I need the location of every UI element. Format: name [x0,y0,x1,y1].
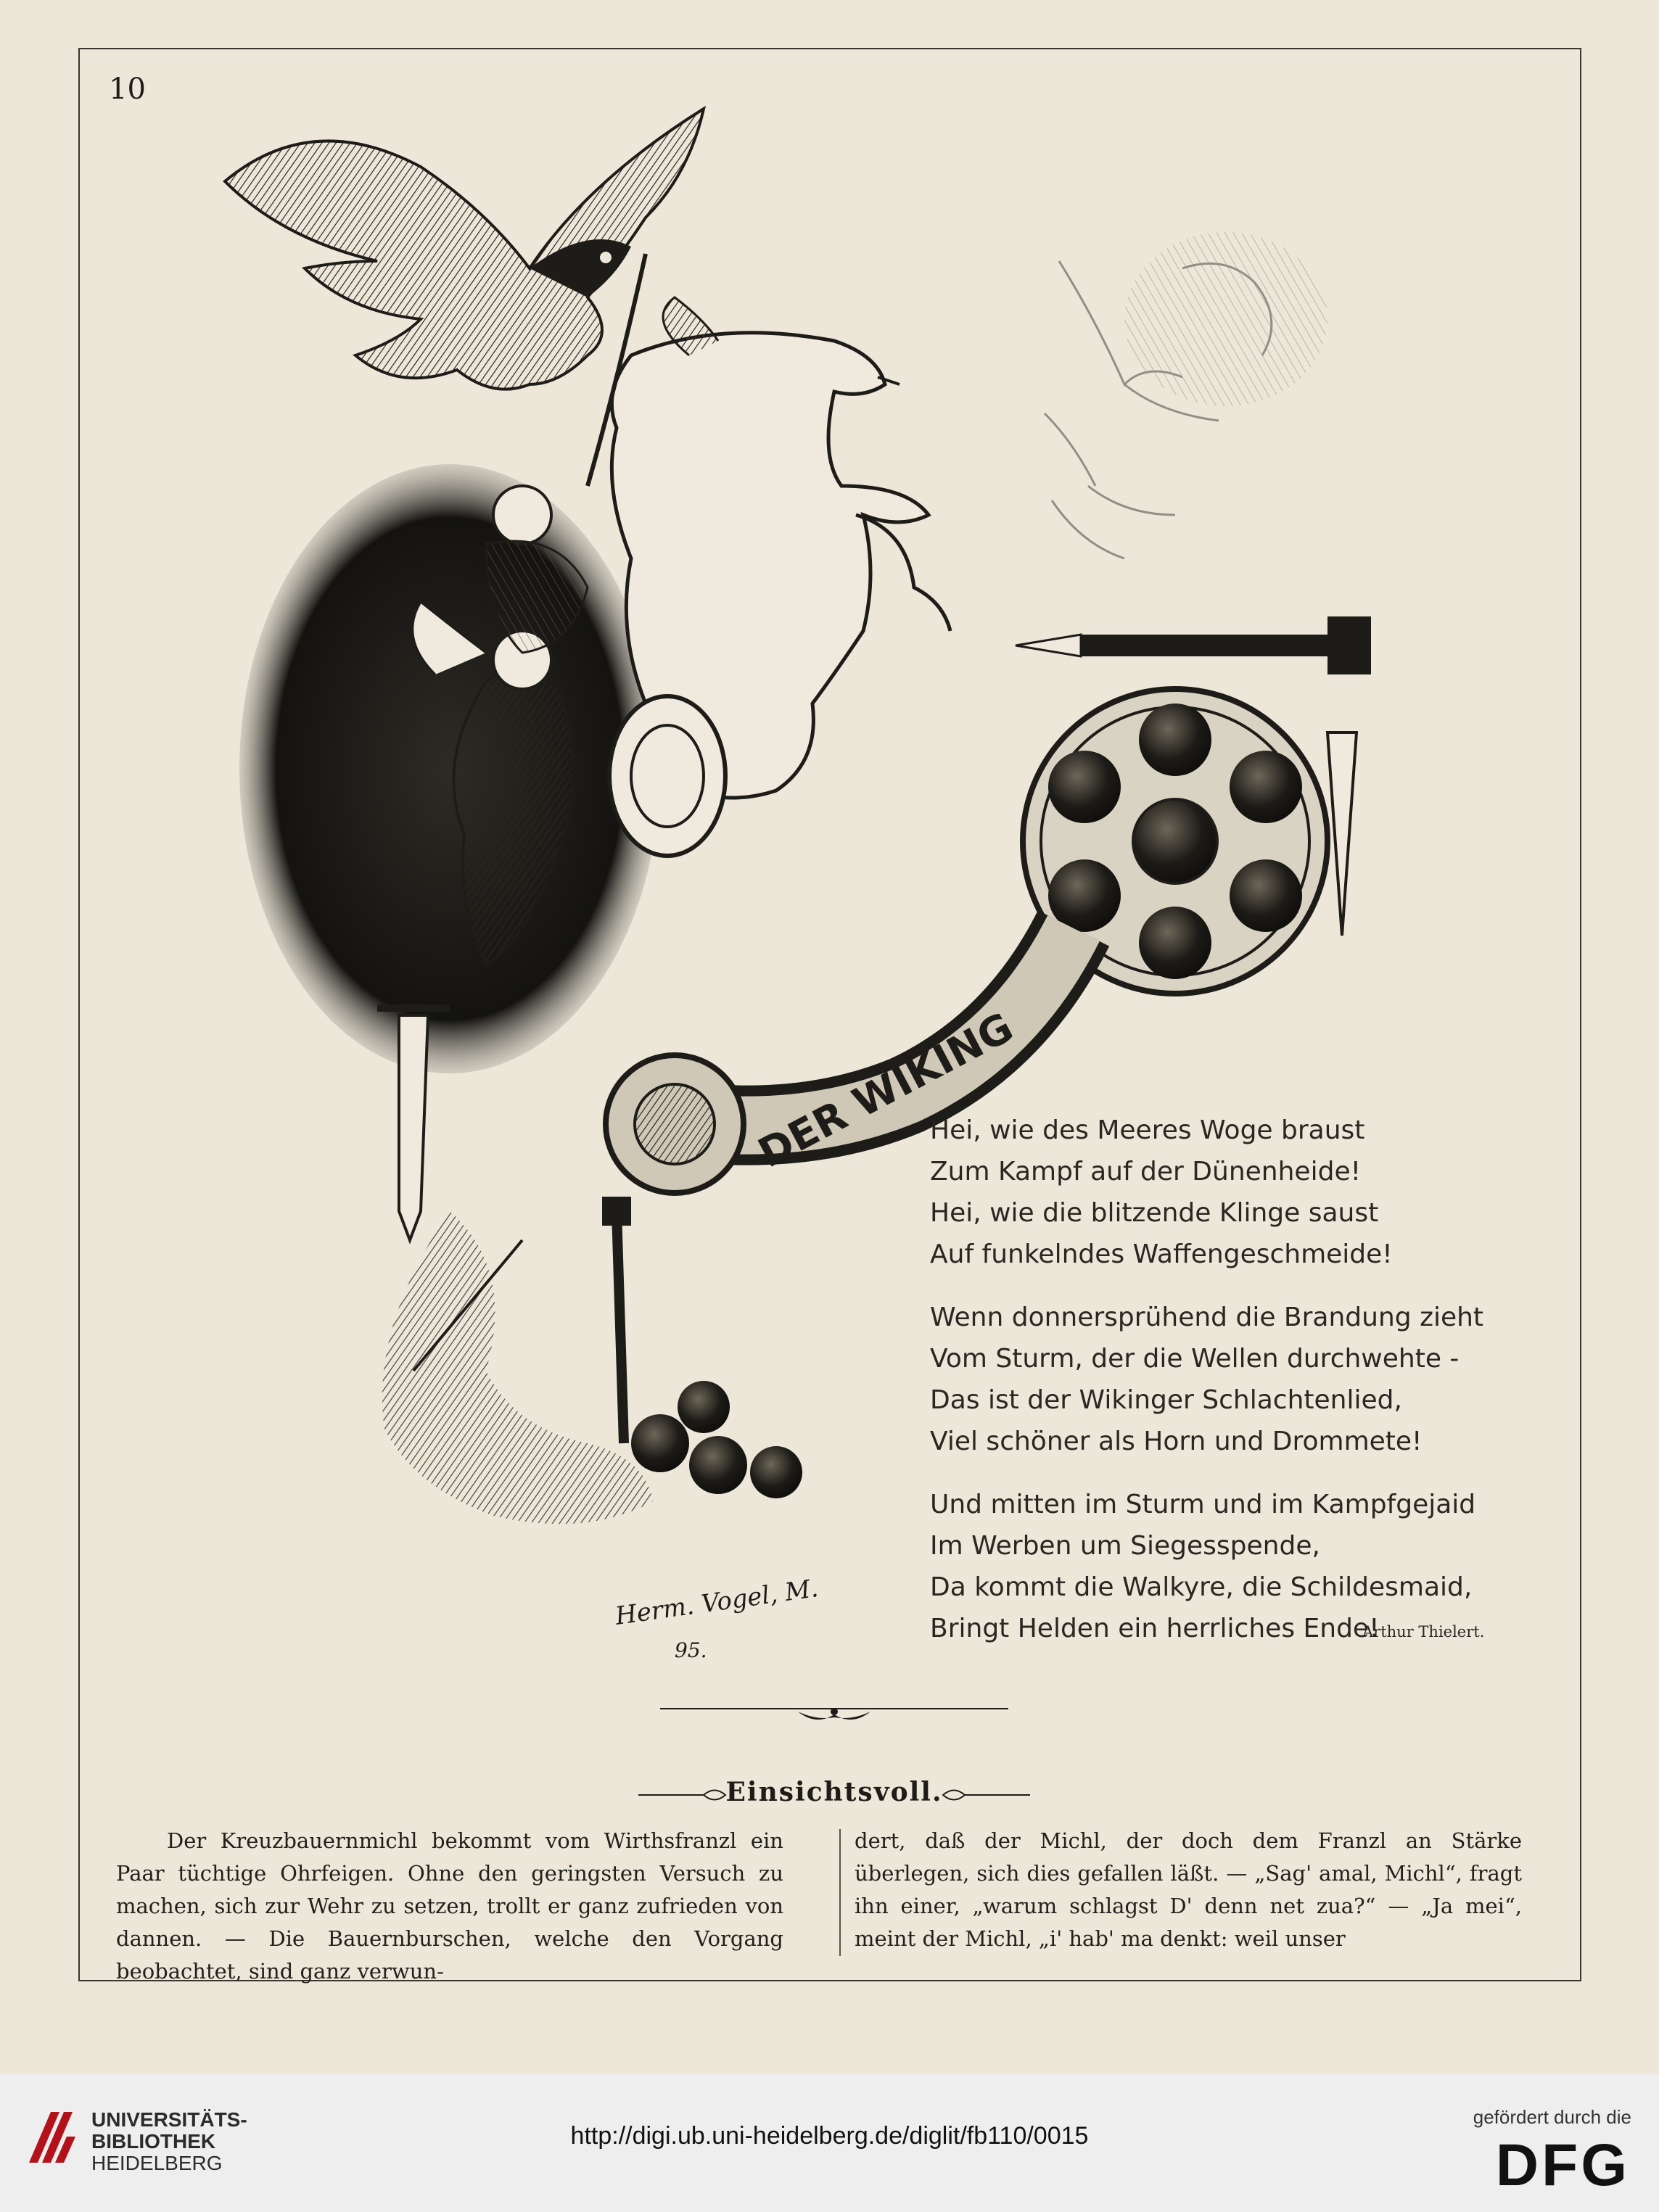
poem-line: Auf funkelndes Waffengeschmeide! [930,1239,1393,1269]
poem-line: Hei, wie die blitzende Klinge saust [930,1198,1379,1228]
round-shield [609,696,725,856]
sky-riders [1045,232,1327,558]
poem-stanza-1 [930,1110,1481,1275]
battle-vignette [239,464,660,1073]
poem-author: Arthur Thielert. [1362,1623,1485,1641]
page-number: 10 [109,73,146,106]
viewer-footer [0,2074,1659,2212]
poem-line: Im Werben um Siegesspende, [930,1531,1320,1561]
poem-line: Zum Kampf auf der Dünenheide! [930,1157,1362,1187]
poem-line: Bringt Helden ein herrliches Ende! [930,1614,1380,1643]
ornamental-separator [653,1694,1016,1730]
svg-text:Herm. Vogel, M.: Herm. Vogel, M. [613,1574,820,1631]
poem [930,1110,1484,1671]
poem-line: Das ist der Wikinger Schlachtenlied, [930,1385,1402,1415]
funding-label: gefördert durch die [1473,2106,1631,2128]
artist-signature [613,1574,820,1662]
banner-text: DER WIKING [751,1004,1021,1178]
anecdote-heading [624,1777,1045,1813]
anecdote-column-left: Der Kreuzbauernmichl bekommt vom Wirthsfranzl ein Paar tüchtige Ohrfeigen. Ohne den geringsten Versuch zu machen, sich zur Wehr zu setzen, trollt er ganz zufrieden von dannen. — Die Bauernburschen, welche den Vorgang beobachtet, sind ganz verwun- [116,1828,783,1984]
poem-line: Da kommt die Walkyre, die Schildesmaid, [930,1572,1473,1602]
anecdote-column-right: dert, daß der Michl, der doch dem Franzl an Stärke überlegen, sich dies gefallen läßt. — „Sag' amal, Michl“, fragt ihn einer, „warum schlagst D' denn net zua?“ — „Ja mei“, meint der Michl, „i' hab' ma denkt: weil unser [855,1828,1522,1951]
poem-line: Viel schöner als Horn und Drommete! [930,1427,1423,1456]
column-divider [839,1829,841,1956]
poem-line: Und mitten im Sturm und im Kampfgejaid [930,1490,1476,1519]
institution-name: UNIVERSITÄTS- BIBLIOTHEK HEIDELBERG [91,2108,247,2174]
dfg-logo[interactable]: DFG [1495,2132,1630,2198]
poem-stanza-2 [930,1297,1484,1462]
svg-text:95.: 95. [675,1638,707,1662]
anecdote-title: Einsichtsvoll. [725,1777,943,1807]
eagle [225,109,704,389]
poem-line: Hei, wie des Meeres Woge braust [930,1115,1365,1145]
viking-ship-scene [382,1197,802,1524]
poem-line: Wenn donnersprühend die Brandung zieht [930,1303,1484,1332]
sword-blade [399,1015,428,1240]
document-url-link[interactable]: http://digi.ub.uni-heidelberg.de/diglit/fb110/0015 [570,2122,1089,2150]
poem-line: Vom Sturm, der die Wellen durchwehte - [930,1344,1460,1374]
